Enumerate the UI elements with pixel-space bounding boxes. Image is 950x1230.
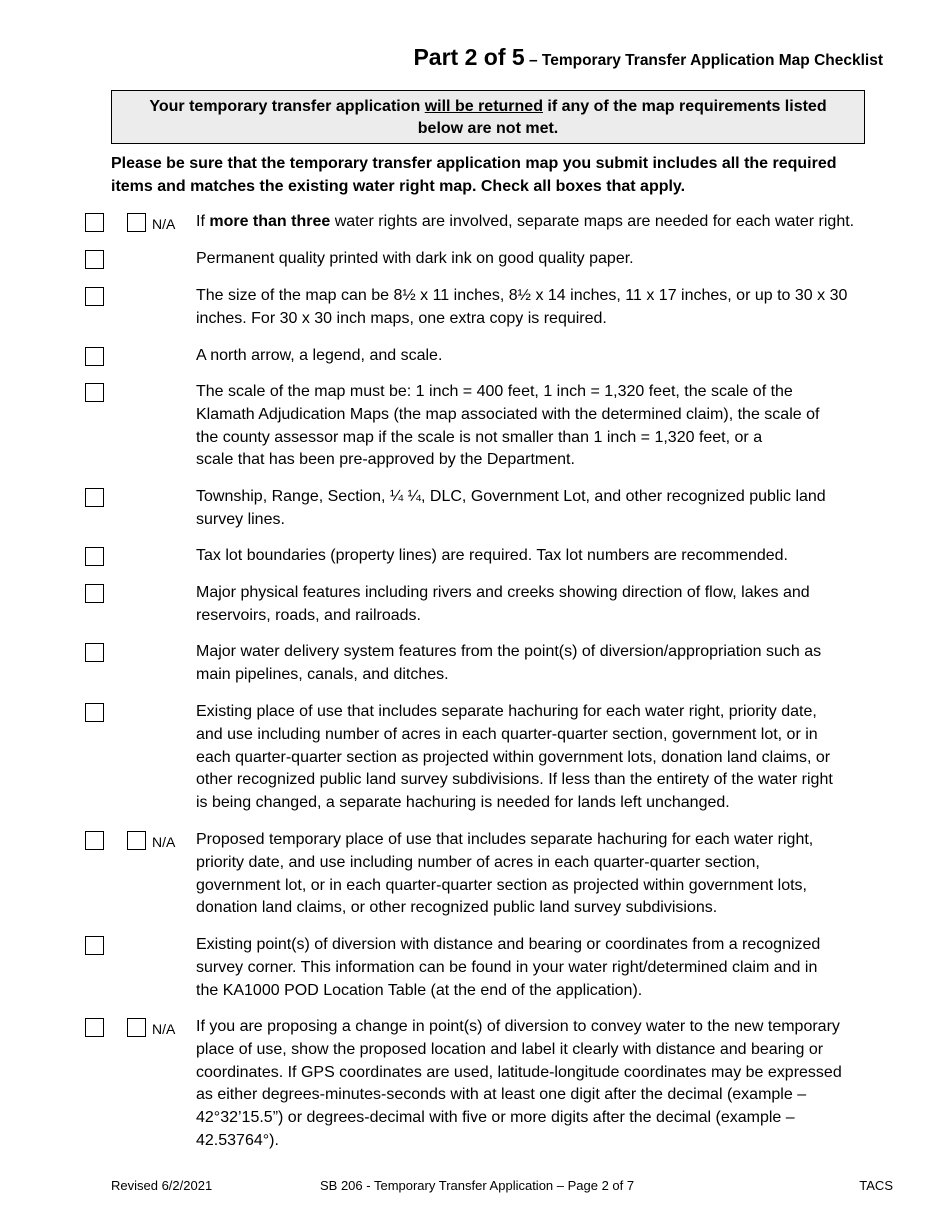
checkbox[interactable]	[85, 1018, 104, 1037]
checkbox[interactable]	[85, 287, 104, 306]
checkbox[interactable]	[85, 383, 104, 402]
item-text: A north arrow, a legend, and scale.	[196, 347, 443, 364]
checkbox[interactable]	[85, 547, 104, 566]
item-text: Major physical features including rivers and creeks showing direction of flow, lakes and reservoirs, roads, and railroads.	[196, 584, 810, 624]
item-text: If more than three water rights are involved, separate maps are needed for each water right.	[196, 213, 855, 230]
checkbox[interactable]	[85, 936, 104, 955]
page-header	[413, 44, 883, 71]
na-checkbox[interactable]	[127, 831, 146, 850]
warning-box	[111, 90, 865, 144]
checklist-title: – Temporary Transfer Application Map Checklist	[524, 52, 883, 69]
part-label: Part 2 of 5	[413, 44, 525, 70]
na-label: N/A	[152, 834, 176, 850]
checkbox[interactable]	[85, 347, 104, 366]
item-text: Major water delivery system features from the point(s) of diversion/appropriation such as main pipelines, canals, and ditches.	[196, 643, 822, 683]
item-text: Permanent quality printed with dark ink on good quality paper.	[196, 250, 634, 267]
item-text: Township, Range, Section, ¼ ¼, DLC, Government Lot, and other recognized public land survey lines.	[196, 488, 826, 528]
na-checkbox[interactable]	[127, 1018, 146, 1037]
checkbox[interactable]	[85, 213, 104, 232]
item-text: Existing place of use that includes separate hachuring for each water right, priority date, and use including number of acres in each quarter-quarter section, government lot, or in each quarter-quarter section as projected within government lots, donation land claims, or other recognized public land survey subdivisions. If less than the entirety of the water right is being changed, a separate hachuring is needed for lands left unchanged.	[196, 703, 833, 812]
item-text: The size of the map can be 8½ x 11 inches, 8½ x 14 inches, 11 x 17 inches, or up to 30 x 30 inches. For 30 x 30 inch maps, one extra copy is required.	[196, 287, 848, 327]
na-checkbox[interactable]	[127, 213, 146, 232]
footer-revised: Revised 6/2/2021	[111, 1178, 213, 1193]
item-text: If you are proposing a change in point(s) of diversion to convey water to the new temporary place of use, show the proposed location and label it clearly with distance and bearing or coordinates. If GPS coordinates are used, latitude-longitude coordinates may be expressed as either degrees-minutes-seconds with at least one digit after the decimal (example – 42°32’15.5”) or degrees-decimal with five or more digits after the decimal (example – 42.53764°).	[196, 1018, 842, 1149]
footer-page-info: SB 206 - Temporary Transfer Application – Page 2 of 7	[320, 1178, 635, 1193]
checkbox[interactable]	[85, 643, 104, 662]
warning-line-2: below are not met.	[417, 120, 559, 137]
na-label: N/A	[152, 1021, 176, 1037]
warning-underlined: will be returned	[424, 98, 543, 115]
checkbox[interactable]	[85, 831, 104, 850]
footer-form-code: TACS	[859, 1178, 893, 1193]
item-text: The scale of the map must be: 1 inch = 400 feet, 1 inch = 1,320 feet, the scale of the Klamath Adjudication Maps (the map associated with the determined claim), the scale of the county assessor map if the scale is not smaller than 1 inch = 1,320 feet, or a scale that has been pre-approved by the Department.	[196, 383, 820, 469]
checkbox[interactable]	[85, 250, 104, 269]
checkbox[interactable]	[85, 488, 104, 507]
na-label: N/A	[152, 216, 176, 232]
item-text: Tax lot boundaries (property lines) are required. Tax lot numbers are recommended.	[196, 547, 788, 564]
intro-instructions: Please be sure that the temporary transfer application map you submit includes all the required items and matches the existing water right map. Check all boxes that apply.	[111, 155, 837, 195]
item-text: Proposed temporary place of use that includes separate hachuring for each water right, priority date, and use including number of acres in each quarter-quarter section, government lot, or in each quarter-quarter section as projected within government lots, donation land claims, or other recognized public land survey subdivisions.	[196, 831, 814, 917]
item-text: Existing point(s) of diversion with distance and bearing or coordinates from a recognized survey corner. This information can be found in your water right/determined claim and in the KA1000 POD Location Table (at the end of the application).	[196, 936, 821, 999]
checkbox[interactable]	[85, 703, 104, 722]
checkbox[interactable]	[85, 584, 104, 603]
warning-text-start: Your temporary transfer application	[149, 98, 425, 115]
emphasis-text: more than three	[209, 213, 331, 230]
warning-text-end: if any of the map requirements listed	[542, 98, 827, 115]
